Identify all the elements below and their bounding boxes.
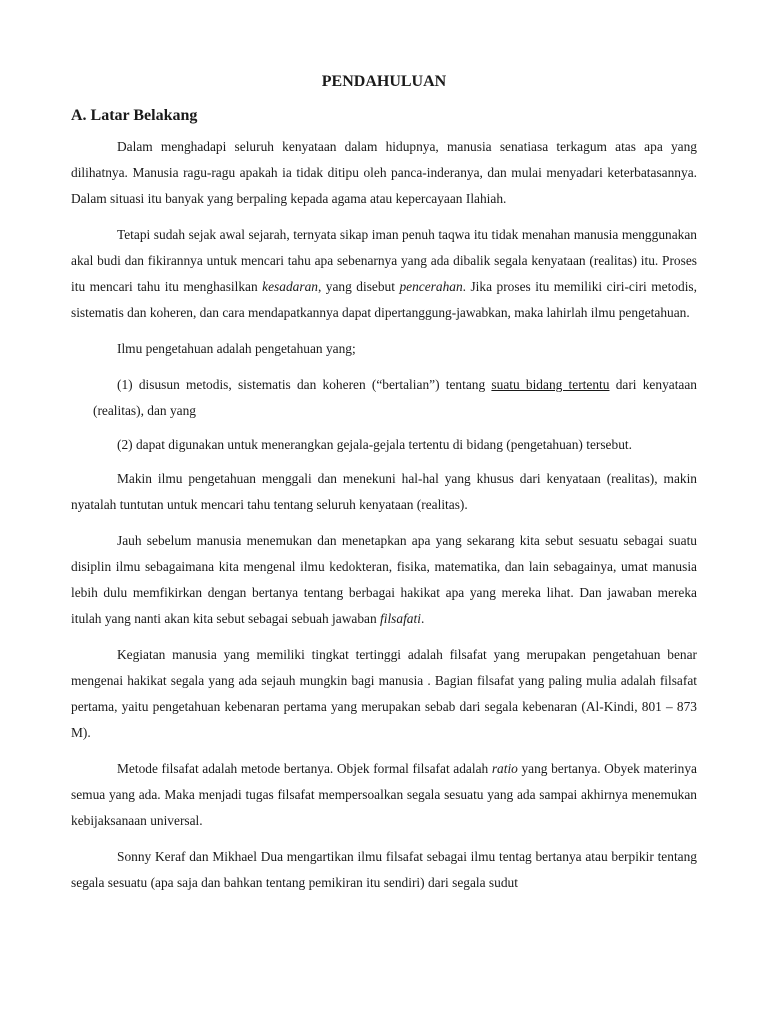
paragraph-8: Kegiatan manusia yang memiliki tingkat tertinggi adalah filsafat yang merupakan pengetahuan benar mengenai hakikat segala yang ada sejauh mungkin bagi manusia . Bagian filsafat yang paling mulia adalah filsafat pertama, yaitu pengetahuan kebenaran pertama yang merupakan sebab dari segala kebenaran (Al-Kindi, 801 – 873 M). [71,647,697,740]
underlined-phrase: suatu bidang tertentu [491,377,610,392]
paragraph-9 [71,756,697,834]
term-pencerahan: pencerahan [399,279,463,294]
paragraph-10: Sonny Keraf dan Mikhael Dua mengartikan ilmu filsafat sebagai ilmu tentag bertanya atau berpikir tentang segala sesuatu (apa saja dan bahkan tentang pemikiran itu sendiri) dari segala sudut [71,849,697,890]
paragraph-2 [71,222,697,326]
paragraph-6: Makin ilmu pengetahuan menggali dan menekuni hal-hal yang khusus dari kenyataan (realitas), makin nyatalah tuntutan untuk mencari tahu tentang seluruh kenyataan (realitas). [71,471,697,512]
list-item-1-text-b: dari kenyataan (realitas), dan yang [93,377,698,418]
term-kesadaran: kesadaran [262,279,318,294]
paragraph-2-text-a: Tetapi sudah sejak awal sejarah, ternyata sikap iman penuh taqwa itu tidak menahan manusia menggunakan akal budi dan fikirannya untuk mencari tahu apa sebenarnya yang ada dibalik segala kenyataan (realitas) itu. Proses itu mencari tahu itu menghasilkan [71,227,697,294]
list-item-1-text-a: (1) disusun metodis, sistematis dan koheren (“bertalian”) tentang [117,377,492,392]
page-title: PENDAHULUAN [321,73,447,90]
section-heading: A. Latar Belakang [71,107,198,124]
term-ratio: ratio [491,761,518,776]
paragraph-9-text-a: Metode filsafat adalah metode bertanya. Objek formal filsafat adalah [117,761,492,776]
list-item-1 [71,372,697,424]
paragraph-1: Dalam menghadapi seluruh kenyataan dalam hidupnya, manusia senatiasa terkagum atas apa yang dilihatnya. Manusia ragu-ragu apakah ia tidak ditipu oleh panca-inderanya, dan mulai menyadari keterbatasannya. Dalam situasi itu banyak yang berpaling kepada agama atau kepercayaan Ilahiah. [71,139,697,206]
paragraph-7 [71,528,697,632]
term-filsafati: filsafati [380,611,421,626]
paragraph-7-text-b: . [420,611,425,626]
list-item-2: (2) dapat digunakan untuk menerangkan gejala-gejala tertentu di bidang (pengetahuan) tersebut. [117,437,632,452]
paragraph-9-text-b: yang bertanya. Obyek materinya semua yang ada. Maka menjadi tugas filsafat mempersoalkan segala sesuatu yang ada sampai akhirnya menemukan kebijaksanaan universal. [71,761,697,828]
paragraph-2-text-b: , yang disebut [317,279,400,294]
paragraph-7-text-a: Jauh sebelum manusia menemukan dan menetapkan apa yang sekarang kita sebut sesuatu sebagai suatu disiplin ilmu sebagaimana kita mengenal ilmu kedokteran, fisika, matematika, dan lain sebagainya, umat manusia lebih dulu memfikirkan dengan bertanya tentang berbagai hakikat apa yang mereka lihat. Dan jawaban mereka itulah yang nanti akan kita sebut sebagai sebuah jawaban [71,533,697,626]
paragraph-2-text-c: . Jika proses itu memiliki ciri-ciri metodis, sistematis dan koheren, dan cara mendapatkannya dapat dipertanggung-jawabkan, maka lahirlah ilmu pengetahuan. [71,279,697,320]
paragraph-3: Ilmu pengetahuan adalah pengetahuan yang; [117,341,356,356]
